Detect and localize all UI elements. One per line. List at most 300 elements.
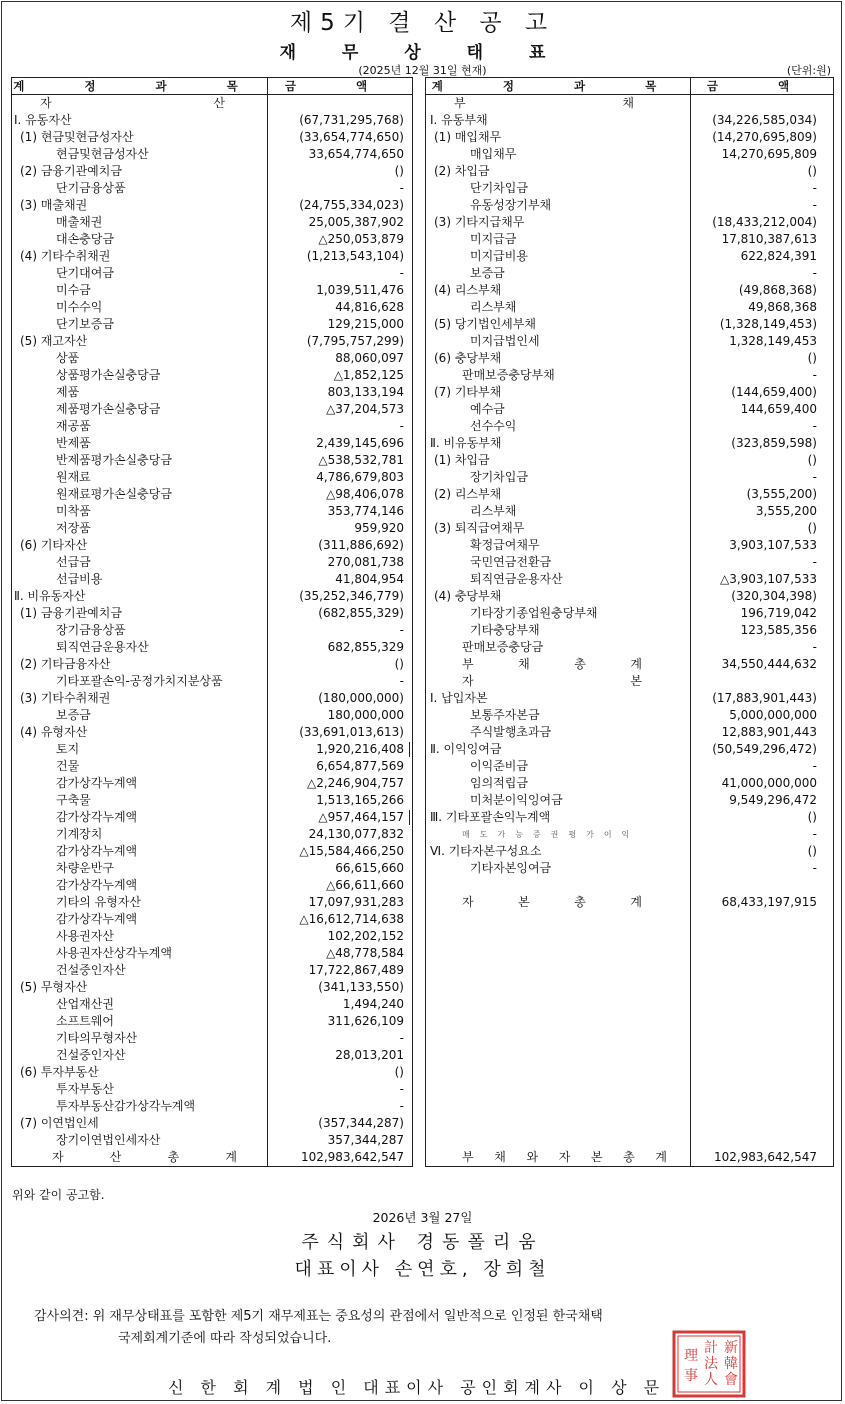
table-row (426, 673, 833, 690)
amount-value: - (812, 555, 817, 569)
amount-value: 44,816,628 (335, 300, 404, 314)
amount-value: - (399, 1099, 404, 1113)
account-name: 미수수익 (56, 300, 103, 314)
amount-value: 28,013,201 (335, 1048, 404, 1062)
amount-value: (320,304,398) (731, 589, 817, 603)
table-row (12, 775, 412, 792)
amount-value: 2,439,145,696 (316, 436, 404, 450)
account-name: 투자부동산감가상각누계액 (56, 1099, 196, 1113)
amount-value: (357,344,287) (318, 1116, 404, 1130)
amount-value: △3,903,107,533 (719, 572, 817, 586)
amount-value: 1,513,165,266 (316, 793, 404, 807)
table-row (426, 554, 833, 571)
account-name: 반제품평가손실충당금 (56, 453, 172, 467)
account-name: 장기차입금 (470, 470, 528, 484)
account-name: 저장품 (56, 521, 91, 535)
table-row (426, 894, 833, 911)
amount-value: △250,053,879 (318, 232, 404, 246)
table-row (12, 282, 412, 299)
amount-value: 17,722,867,489 (308, 963, 404, 977)
company-name: 주식회사 경동폴리움 (301, 1232, 544, 1253)
table-row (426, 690, 833, 707)
table-row (426, 707, 833, 724)
account-name-char: 계 (630, 657, 642, 671)
amount-value: △1,852,125 (333, 368, 404, 382)
amount-value: - (812, 198, 817, 212)
amount-value: △37,204,573 (326, 402, 404, 416)
table-header (426, 78, 833, 95)
account-name: Ⅰ. 유동부채 (430, 113, 488, 127)
table-row (12, 129, 412, 146)
amount-value: (682,855,329) (318, 606, 404, 620)
amount-value: △48,778,584 (326, 946, 404, 960)
account-name: 매출채권 (56, 215, 103, 229)
table-row (426, 741, 833, 758)
amount-header: 금 액 (284, 79, 396, 93)
table-row (12, 248, 412, 265)
table-row (426, 163, 833, 180)
account-name: 미지급비용 (470, 249, 528, 263)
amount-value: (341,133,550) (318, 980, 404, 994)
amount-value: 123,585,356 (740, 623, 817, 637)
liabilities-rows (426, 95, 833, 1166)
account-name: 미지급법인세 (470, 334, 540, 348)
account-name: 임의적립금 (470, 776, 528, 790)
table-row (426, 809, 833, 826)
account-name: (7) 기타부채 (434, 385, 502, 399)
account-header: 계 정 과 목 (12, 78, 268, 94)
account-name: 단기보증금 (56, 317, 114, 331)
account-name: 보증금 (56, 708, 91, 722)
account-name-char: 채 (494, 1150, 506, 1164)
table-row (426, 588, 833, 605)
account-name-char: 부 (462, 657, 474, 671)
account-name-char: 자 (462, 895, 474, 909)
table-row (12, 146, 412, 163)
table-row (426, 265, 833, 282)
table-row (12, 928, 412, 945)
table-row (12, 1047, 412, 1064)
table-row (12, 741, 412, 758)
account-name: 선급금 (56, 555, 91, 569)
account-name: (1) 현금및현금성자산 (20, 130, 134, 144)
account-name: Ⅰ. 납입자본 (430, 691, 488, 705)
table-row (12, 877, 412, 894)
table-row (12, 707, 412, 724)
account-name-char: 와 (526, 1150, 539, 1164)
table-row (12, 350, 412, 367)
account-name-char: 자 (558, 1150, 571, 1164)
account-name: 유동성장기부채 (470, 198, 552, 212)
table-row (12, 316, 412, 333)
table-row (12, 214, 412, 231)
table-row (12, 1013, 412, 1030)
table-row (426, 180, 833, 197)
svg-text:新: 新 (724, 1340, 738, 1356)
amount-value: 41,000,000,000 (721, 776, 817, 790)
account-name: 기계장치 (56, 827, 103, 841)
amount-value: 1,039,511,476 (316, 283, 404, 297)
table-row (426, 1149, 833, 1166)
amount-value: 88,060,097 (335, 351, 404, 365)
table-row (12, 605, 412, 622)
account-name: Ⅲ. 기타포괄손익누계액 (430, 810, 551, 824)
svg-text:人: 人 (704, 1372, 718, 1388)
table-row (426, 605, 833, 622)
account-name: 기타자본잉여금 (470, 861, 552, 875)
amount-value: 3,903,107,533 (729, 538, 817, 552)
table-row (426, 775, 833, 792)
table-row (12, 1115, 412, 1132)
account-name: Ⅰ. 유동자산 (14, 113, 72, 127)
account-name (462, 894, 642, 911)
account-name: (2) 차입금 (434, 164, 490, 178)
account-name: 퇴직연금운용자산 (470, 572, 563, 586)
account-name: (5) 재고자산 (20, 334, 88, 348)
table-row (12, 996, 412, 1013)
table-row (426, 622, 833, 639)
account-name: (1) 금융기관예치금 (20, 606, 122, 620)
table-row (12, 452, 412, 469)
account-name: 단기금융상품 (56, 181, 126, 195)
table-row (426, 758, 833, 775)
account-name-char: 총 (574, 657, 586, 671)
account-name: 단기차입금 (470, 181, 528, 195)
amount-value: - (812, 419, 817, 433)
account-name-char: 채 (622, 96, 634, 110)
amount-value: 41,804,954 (335, 572, 404, 586)
account-name-char: 자 (462, 674, 474, 688)
amount-value: 357,344,287 (327, 1133, 404, 1147)
account-name-char: 산 (213, 96, 225, 110)
table-row (12, 1081, 412, 1098)
amount-value: - (812, 640, 817, 654)
account-name: 선급비용 (56, 572, 103, 586)
amount-value: - (812, 861, 817, 875)
account-name: (4) 기타수취채권 (20, 249, 111, 263)
amount-value: () (807, 810, 817, 824)
table-row (12, 367, 412, 384)
account-name: 반제품 (56, 436, 91, 450)
account-name: 미수금 (56, 283, 91, 297)
account-name: (5) 무형자산 (20, 980, 88, 994)
table-row (12, 962, 412, 979)
table-row (426, 146, 833, 163)
table-row (12, 690, 412, 707)
table-row (426, 367, 833, 384)
table-row (12, 163, 412, 180)
amount-value: - (399, 623, 404, 637)
amount-value: - (399, 1082, 404, 1096)
amount-value: 129,215,000 (327, 317, 404, 331)
account-name: 건물 (56, 759, 80, 773)
account-name-char: 부 (462, 1150, 474, 1164)
account-name: 이익준비금 (470, 759, 528, 773)
auditor-seal-icon (672, 1330, 746, 1398)
svg-text:韓: 韓 (724, 1356, 738, 1372)
ceo-names: 대표이사 손연호, 장희철 (294, 1259, 551, 1280)
table-row (12, 520, 412, 537)
table-row (12, 894, 412, 911)
amount-value: (33,691,013,613) (299, 725, 404, 739)
table-row (426, 724, 833, 741)
table-row (426, 860, 833, 877)
amount-value: △66,611,660 (326, 878, 404, 892)
amount-value: 102,983,642,547 (300, 1150, 404, 1164)
account-name: (7) 이연법인세 (20, 1116, 99, 1130)
svg-text:事: 事 (684, 1368, 698, 1384)
amount-value: 34,550,444,632 (721, 657, 817, 671)
table-row (12, 673, 412, 690)
table-row (12, 571, 412, 588)
table-row (12, 724, 412, 741)
amount-value: 12,883,901,443 (721, 725, 817, 739)
audit-opinion-line: 감사의견: 위 재무상태표를 포함한 제5기 재무제표는 중요성의 관점에서 일반적으로 인정된 한국채택 (34, 1309, 603, 1324)
account-name: (2) 리스부채 (434, 487, 502, 501)
account-name: 소프트웨어 (56, 1014, 114, 1028)
audit-opinion-line: 국제회계기준에 따라 작성되었습니다. (118, 1331, 332, 1346)
liabilities-equity-table (425, 77, 834, 1167)
account-name-char: 채 (518, 657, 530, 671)
account-name: 미지급금 (470, 232, 517, 246)
table-row (426, 911, 833, 1149)
table-row (426, 656, 833, 673)
account-name: 주식발행초과금 (470, 725, 552, 739)
account-name: 보통주자본금 (470, 708, 540, 722)
amount-value: 1,920,216,408 (316, 742, 404, 756)
table-row (426, 503, 833, 520)
table-row (426, 299, 833, 316)
amount-value: (14,270,695,809) (712, 130, 817, 144)
account-name: Ⅱ. 비유동자산 (14, 589, 86, 603)
amount-value: (49,868,368) (738, 283, 817, 297)
account-name: 국민연금전환금 (470, 555, 552, 569)
amount-value: 4,786,679,803 (316, 470, 404, 484)
account-name: 기타의 유형자산 (56, 895, 141, 909)
account-name-char: 총 (167, 1150, 180, 1164)
table-row (12, 384, 412, 401)
table-row (12, 333, 412, 350)
table-row (12, 979, 412, 996)
account-name: 미착품 (56, 504, 91, 518)
amount-value: (144,659,400) (731, 385, 817, 399)
account-name (462, 673, 642, 690)
amount-value: 25,005,387,902 (308, 215, 404, 229)
amount-value: - (399, 674, 404, 688)
account-name: 상품 (56, 351, 80, 365)
account-name: 감가상각누계액 (56, 912, 138, 926)
amount-value: 3,555,200 (755, 504, 817, 518)
svg-text:法: 法 (704, 1356, 718, 1372)
account-name-char: 자 (40, 96, 52, 110)
account-name: (6) 투자부동산 (20, 1065, 99, 1079)
account-name: 감가상각누계액 (56, 776, 138, 790)
account-name: 제품 (56, 385, 80, 399)
account-name: 장기이연법인세자산 (56, 1133, 161, 1147)
account-name (40, 95, 225, 112)
account-name-char: 본 (590, 1150, 603, 1164)
account-name: (6) 기타자산 (20, 538, 88, 552)
account-name: (2) 금융기관예치금 (20, 164, 122, 178)
amount-value: (311,886,692) (318, 538, 404, 552)
amount-value: - (399, 181, 404, 195)
table-row (426, 282, 833, 299)
account-name: 리스부채 (470, 300, 517, 314)
account-name: 사용권자산상각누계액 (56, 946, 172, 960)
amount-value: () (394, 164, 404, 178)
account-name: 판매보증충당부채 (462, 368, 555, 382)
table-row (426, 418, 833, 435)
account-name: 기타충당부채 (470, 623, 540, 637)
amount-value: 353,774,146 (327, 504, 404, 518)
account-name: (1) 매입채무 (434, 130, 502, 144)
table-row (426, 435, 833, 452)
table-row (12, 639, 412, 656)
table-row (12, 418, 412, 435)
amount-value: (17,883,901,443) (712, 691, 817, 705)
account-name: (2) 기타금융자산 (20, 657, 111, 671)
table-row (12, 554, 412, 571)
table-row (12, 231, 412, 248)
table-row (12, 656, 412, 673)
account-name: 산업재산권 (56, 997, 114, 1011)
account-name-char: 총 (623, 1150, 635, 1164)
account-name: 미처분이익잉여금 (470, 793, 563, 807)
account-name: 기타포괄손익-공정가치지분상품 (56, 674, 223, 688)
assets-rows (12, 95, 412, 1166)
table-row (12, 860, 412, 877)
amount-value: () (394, 657, 404, 671)
amount-value: () (394, 1065, 404, 1079)
account-name: (4) 리스부채 (434, 283, 502, 297)
account-name: 상품평가손실충당금 (56, 368, 161, 382)
account-name: 리스부채 (470, 504, 517, 518)
account-name: (4) 유형자산 (20, 725, 88, 739)
table-row (426, 469, 833, 486)
account-name-char: 계 (655, 1150, 667, 1164)
amount-value: 180,000,000 (327, 708, 404, 722)
table-row (426, 316, 833, 333)
account-name: 토지 (56, 742, 80, 756)
table-row (426, 826, 833, 843)
account-name (52, 1149, 237, 1166)
amount-value: 6,654,877,569 (316, 759, 404, 773)
account-name: 선수수익 (470, 419, 517, 433)
table-row (12, 809, 412, 826)
table-row (426, 452, 833, 469)
table-row (12, 180, 412, 197)
account-name-char: 산 (109, 1150, 122, 1164)
table-row (12, 537, 412, 554)
account-name: 건설중인자산 (56, 963, 126, 977)
table-row (12, 1064, 412, 1081)
amount-value: △15,584,466,250 (299, 844, 404, 858)
amount-value: △538,532,781 (318, 453, 404, 467)
table-row (12, 112, 412, 129)
table-row (426, 129, 833, 146)
amount-value: (24,755,334,023) (299, 198, 404, 212)
announcement-date: 2026년 3월 27일 (372, 1210, 473, 1225)
amount-value: 803,133,194 (327, 385, 404, 399)
account-name: 확정급여채무 (470, 538, 540, 552)
table-row (12, 503, 412, 520)
amount-value: 49,868,368 (748, 300, 817, 314)
amount-value: - (812, 470, 817, 484)
account-name-char: 본 (630, 674, 642, 688)
account-name: 퇴직연금운용자산 (56, 640, 149, 654)
account-name: 제품평가손실충당금 (56, 402, 161, 416)
account-name-char: 계 (630, 895, 642, 909)
table-row (426, 231, 833, 248)
currency-unit: (단위:원) (786, 64, 831, 77)
amount-value: 144,659,400 (740, 402, 817, 416)
table-row (426, 333, 833, 350)
account-name: Ⅵ. 기타자본구성요소 (430, 844, 542, 858)
amount-value: 102,983,642,547 (713, 1150, 817, 1164)
assets-table (11, 77, 413, 1167)
amount-value: - (812, 266, 817, 280)
amount-value: 33,654,774,650 (308, 147, 404, 161)
account-name: (1) 차입금 (434, 453, 490, 467)
account-name (454, 95, 634, 112)
amount-value: (67,731,295,768) (299, 113, 404, 127)
amount-value: 17,097,931,283 (308, 895, 404, 909)
account-name: 기타장기종업원충당부채 (470, 606, 598, 620)
table-row (426, 350, 833, 367)
amount-value: 102,202,152 (327, 929, 404, 943)
account-name: 구축물 (56, 793, 91, 807)
account-name: Ⅱ. 비유동부채 (430, 436, 502, 450)
table-row (12, 826, 412, 843)
table-row (426, 486, 833, 503)
amount-value: - (812, 368, 817, 382)
amount-value: (1,328,149,453) (719, 317, 817, 331)
amount-value: △957,464,157 (318, 810, 404, 824)
table-row (426, 843, 833, 860)
table-row (12, 299, 412, 316)
table-row (426, 95, 833, 112)
amount-value: 622,824,391 (740, 249, 817, 263)
margin-mark (409, 810, 410, 825)
table-header (12, 78, 412, 95)
as-of-date: (2025년 12월 31일 현재) (358, 64, 487, 77)
table-row (12, 945, 412, 962)
table-row (12, 911, 412, 928)
table-row (12, 95, 412, 112)
amount-value: (35,252,346,779) (299, 589, 404, 603)
table-row (426, 112, 833, 129)
account-name: (5) 당기법인세부채 (434, 317, 536, 331)
account-name-char: 자 (52, 1150, 64, 1164)
account-name: 감가상각누계액 (56, 810, 138, 824)
account-header: 계 정 과 목 (426, 78, 691, 94)
table-row (12, 1132, 412, 1149)
account-name-char: 부 (454, 96, 466, 110)
amount-value: (3,555,200) (746, 487, 817, 501)
account-name: 기타의무형자산 (56, 1031, 138, 1045)
account-name: (4) 충당부채 (434, 589, 502, 603)
amount-value: - (399, 266, 404, 280)
amount-value: 196,719,042 (740, 606, 817, 620)
amount-value: () (807, 351, 817, 365)
table-row (12, 197, 412, 214)
table-row (426, 401, 833, 418)
account-name: 감가상각누계액 (56, 878, 138, 892)
account-name: (3) 퇴직급여채무 (434, 521, 525, 535)
account-name: (3) 기타수취채권 (20, 691, 111, 705)
svg-text:計: 計 (704, 1340, 718, 1356)
amount-value: () (807, 453, 817, 467)
